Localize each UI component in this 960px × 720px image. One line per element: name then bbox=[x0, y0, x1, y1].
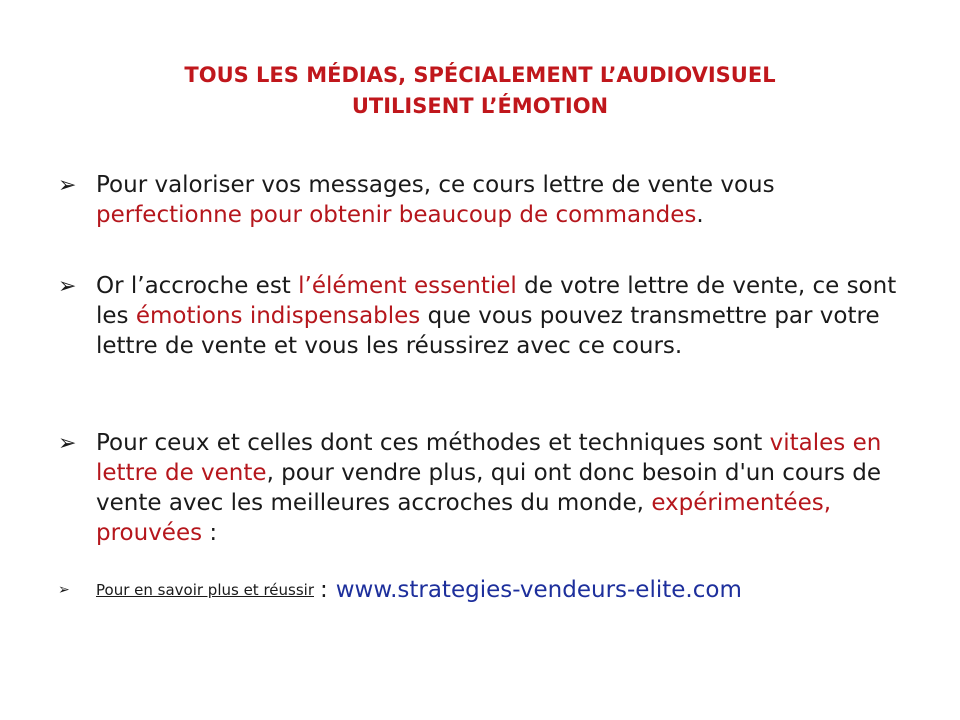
bullet-3-text-a: Pour ceux et celles dont ces méthodes et techniques sont bbox=[96, 430, 770, 456]
slide-title-line-2: UTILISENT L’ÉMOTION bbox=[351, 94, 609, 118]
bullet-3-emphasis-b: expérimentées, prouvées bbox=[96, 490, 832, 546]
arrow-bullet-icon: ➢ bbox=[58, 274, 77, 299]
bullet-3-emphasis-a: vitales en lettre de vente bbox=[96, 430, 882, 486]
bullet-2-emphasis-a: l’élément essentiel bbox=[298, 273, 517, 299]
bullet-2-text-c: que vous pouvez transmettre par votre lettre de vente et vous les réussirez avec ce cours. bbox=[96, 303, 880, 359]
bullet-2-emphasis-b: émotions indispensables bbox=[135, 303, 421, 329]
more-info-label: Pour en savoir plus et réussir bbox=[96, 581, 314, 599]
arrow-bullet-icon: ➢ bbox=[58, 173, 77, 198]
bullet-text-2 bbox=[96, 271, 916, 361]
bullet-1-text: Pour valoriser vos messages, ce cours lettre de vente vous bbox=[96, 172, 775, 198]
slide-title-line-1: TOUS LES MÉDIAS, SPÉCIALEMENT L’AUDIOVISUEL bbox=[184, 63, 776, 87]
bullet-2-text-b: de votre lettre de vente, ce sont les bbox=[96, 273, 897, 329]
bullet-3-text-b: , pour vendre plus, qui ont donc besoin d'un cours de vente avec les meilleures accroches du monde, bbox=[96, 460, 882, 516]
bullet-3-text-c: : bbox=[202, 520, 218, 546]
arrow-bullet-icon: ➢ bbox=[58, 582, 70, 598]
bullet-item-1 bbox=[58, 170, 916, 230]
bullet-item-3 bbox=[58, 428, 916, 548]
bullet-text-1 bbox=[96, 170, 916, 230]
bullet-2-text-a: Or l’accroche est bbox=[96, 273, 299, 299]
arrow-bullet-icon: ➢ bbox=[58, 431, 77, 456]
bullet-1-end: . bbox=[696, 202, 704, 228]
bullet-1-emphasis: perfectionne pour obtenir beaucoup de commandes bbox=[96, 202, 697, 228]
bullet-text-3 bbox=[96, 428, 916, 548]
bullet-item-2 bbox=[58, 271, 916, 361]
slide-title bbox=[0, 60, 960, 122]
more-info-colon: : bbox=[320, 577, 328, 603]
website-link[interactable]: www.strategies-vendeurs-elite.com bbox=[335, 577, 742, 603]
more-info-item bbox=[58, 575, 742, 605]
